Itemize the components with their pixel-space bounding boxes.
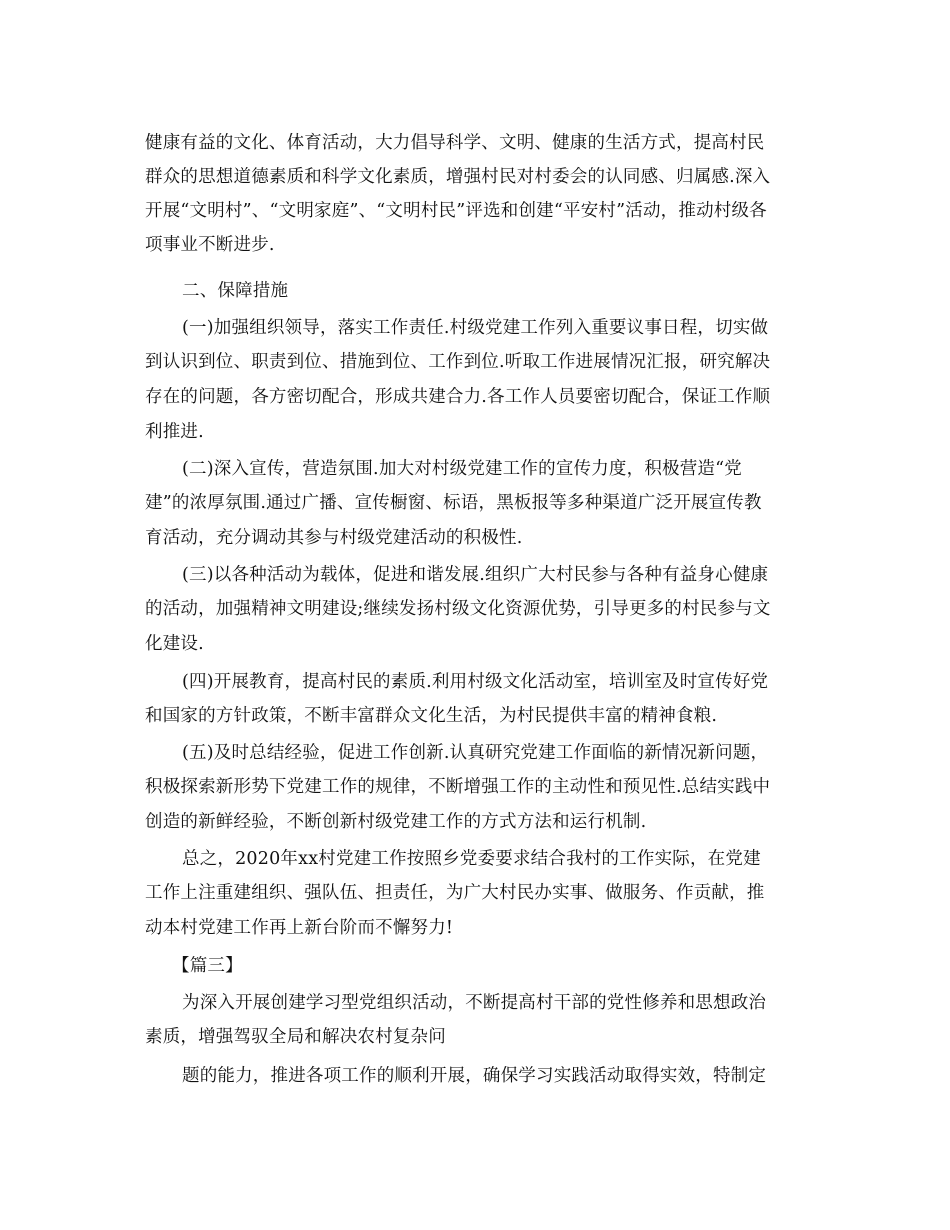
paragraph-line: 工作上注重建组织、强队伍、担责任，为广大村民办实事、做服务、作贡献，推 — [145, 883, 765, 903]
paragraph-line: 积极探索新形势下党建工作的规律，不断增强工作的主动性和预见性.总结实践中 — [145, 777, 771, 797]
paragraph-line: 育活动，充分调动其参与村级党建活动的积极性. — [145, 528, 523, 548]
paragraph-line: (四)开展教育，提高村民的素质.利用村级文化活动室，培训室及时宣传好党 — [182, 672, 769, 692]
paragraph-line: 素质，增强驾驭全局和解决农村复杂问 — [145, 1027, 446, 1047]
paragraph-line: 为深入开展创建学习型党组织活动，不断提高村干部的党性修养和思想政治 — [182, 993, 767, 1013]
paragraph-line: 总之，2020年xx村党建工作按照乡党委要求结合我村的工作实际，在党建 — [182, 849, 761, 869]
paragraph-line: 到认识到位、职责到位、措施到位、工作到位.听取工作进展情况汇报，研究解决 — [145, 352, 771, 372]
paragraph-line: (五)及时总结经验，促进工作创新.认真研究党建工作面临的新情况新问题， — [182, 743, 769, 763]
paragraph-line: 化建设. — [145, 634, 204, 654]
paragraph-line: (一)加强组织领导，落实工作责任.村级党建工作列入重要议事日程，切实做 — [182, 318, 769, 338]
paragraph-line: 群众的思想道德素质和科学文化素质，增强村民对村委会的认同感、归属感.深入 — [145, 167, 771, 187]
paragraph-line: 题的能力，推进各项工作的顺利开展，确保学习实践活动取得实效，特制定 — [182, 1066, 767, 1086]
paragraph-line: 创造的新鲜经验，不断创新村级党建工作的方式方法和运行机制. — [145, 812, 647, 832]
paragraph-line: 开展“文明村”、“文明家庭”、“文明村民”评选和创建“平安村”活动，推动村级各 — [145, 201, 767, 221]
paragraph-line: (二)深入宣传，营造氛围.加大对村级党建工作的宣传力度，积极营造“党 — [182, 459, 742, 479]
paragraph-line: 项事业不断进步. — [145, 235, 275, 255]
paragraph-line: 健康有益的文化、体育活动，大力倡导科学、文明、健康的生活方式，提高村民 — [145, 133, 765, 153]
paragraph-line: 和国家的方针政策，不断丰富群众文化生活，为村民提供丰富的精神食粮. — [145, 706, 718, 726]
paragraph-line: 的活动，加强精神文明建设;继续发扬村级文化资源优势，引导更多的村民参与文 — [145, 599, 771, 619]
paragraph-line: 动本村党建工作再上新台阶而不懈努力! — [145, 918, 454, 938]
paragraph-line: 存在的问题，各方密切配合，形成共建合力.各工作人员要密切配合，保证工作顺 — [145, 387, 771, 407]
paragraph-line: (三)以各种活动为载体，促进和谐发展.组织广大村民参与各种有益身心健康 — [182, 565, 769, 585]
paragraph-line: 建”的浓厚氛围.通过广播、宣传橱窗、标语，黑板报等多种渠道广泛开展宣传教 — [145, 493, 762, 513]
section-heading: 二、保障措施 — [182, 281, 289, 301]
paragraph-line: 利推进. — [145, 422, 204, 442]
section-heading: 【篇三】 — [172, 956, 243, 976]
